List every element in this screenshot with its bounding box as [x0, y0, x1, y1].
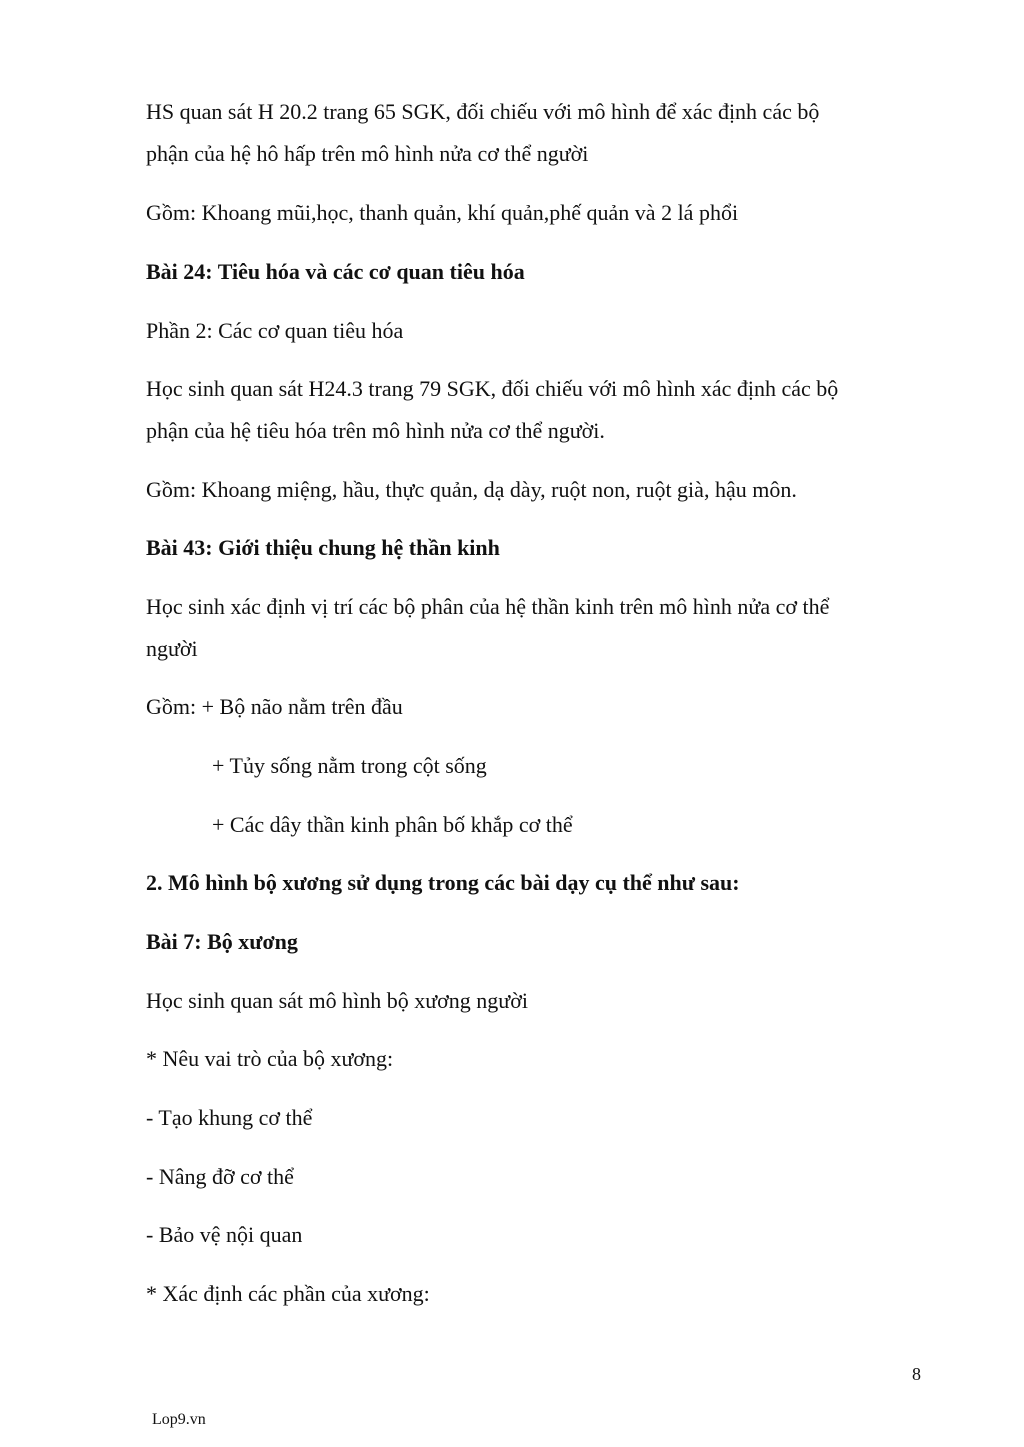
list-item: - Bảo vệ nội quan	[146, 1222, 303, 1247]
paragraph-line: Gồm: Khoang mũi,học, thanh quản, khí quản,phế quản và 2 lá phổi	[146, 200, 739, 225]
paragraph-line: Gồm: Khoang miệng, hầu, thực quản, dạ dày, ruột non, ruột già, hậu môn.	[146, 477, 797, 502]
section-heading: Bài 24: Tiêu hóa và các cơ quan tiêu hóa	[146, 259, 525, 284]
paragraph-line: Học sinh quan sát mô hình bộ xương người	[146, 988, 528, 1013]
list-item: - Nâng đỡ cơ thể	[146, 1164, 294, 1189]
section-heading: Bài 7: Bộ xương	[146, 929, 298, 954]
paragraph-line: phận của hệ hô hấp trên mô hình nửa cơ thể người	[146, 141, 589, 166]
paragraph-line: phận của hệ tiêu hóa trên mô hình nửa cơ thể người.	[146, 418, 605, 443]
list-item: * Xác định các phần của xương:	[146, 1281, 430, 1306]
paragraph-line: người	[146, 636, 198, 661]
list-item: Gồm: + Bộ não nằm trên đầu	[146, 694, 403, 719]
list-item: + Tủy sống nằm trong cột sống	[212, 753, 487, 778]
list-item: * Nêu vai trò của bộ xương:	[146, 1046, 394, 1071]
footer-site-name: Lop9.vn	[152, 1411, 206, 1428]
paragraph-line: Phần 2: Các cơ quan tiêu hóa	[146, 318, 404, 343]
list-item: + Các dây thần kinh phân bố khắp cơ thể	[212, 812, 573, 837]
page-number: 8	[912, 1364, 921, 1384]
section-heading: 2. Mô hình bộ xương sử dụng trong các bài dạy cụ thể như sau:	[146, 870, 740, 895]
paragraph-line: Học sinh quan sát H24.3 trang 79 SGK, đối chiếu với mô hình xác định các bộ	[146, 376, 839, 401]
list-item: - Tạo khung cơ thể	[146, 1105, 313, 1130]
paragraph-line: HS quan sát H 20.2 trang 65 SGK, đối chiếu với mô hình để xác định các bộ	[146, 99, 820, 124]
paragraph-line: Học sinh xác định vị trí các bộ phân của hệ thần kinh trên mô hình nửa cơ thể	[146, 594, 830, 619]
section-heading: Bài 43: Giới thiệu chung hệ thần kinh	[146, 535, 500, 560]
